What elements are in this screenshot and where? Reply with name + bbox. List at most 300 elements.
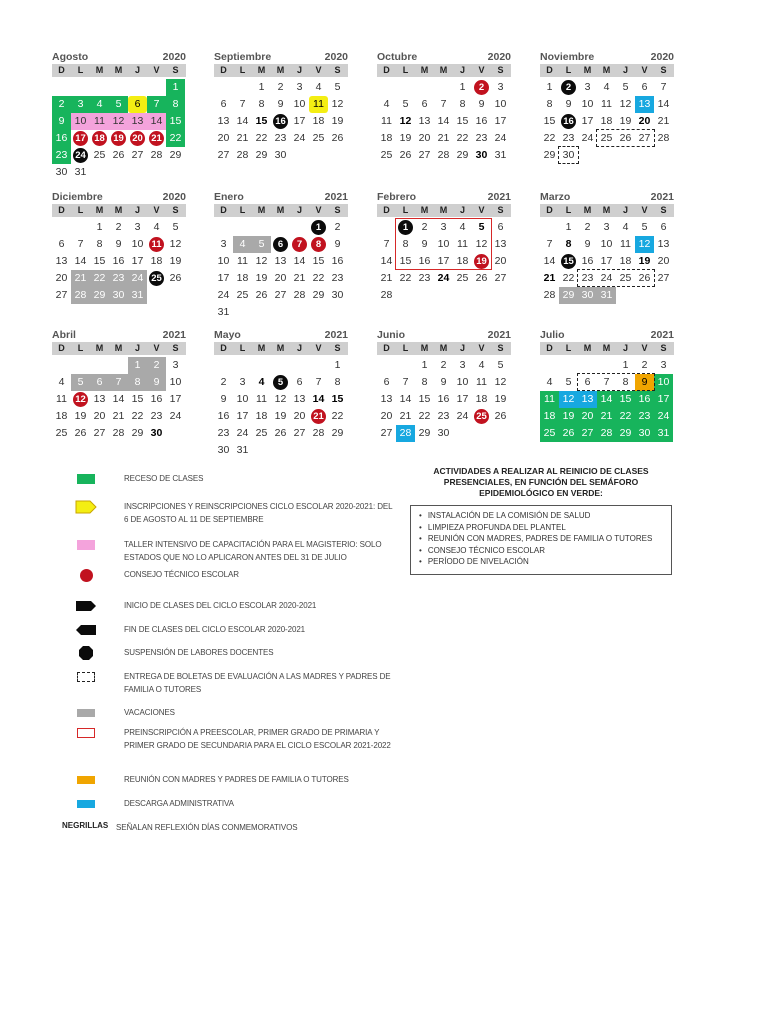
month-year: 2021 (487, 191, 511, 203)
day-cell: 12 (635, 236, 654, 253)
day-cell: 21 (236, 132, 249, 144)
day-cell: 4 (383, 98, 390, 110)
day-cell: 8 (622, 376, 629, 388)
month-header (540, 328, 674, 342)
day-cell: 10 (217, 255, 230, 267)
day-cell (559, 113, 578, 130)
day-cell: 30 (55, 166, 68, 178)
day-cell: 24 (169, 410, 182, 422)
black-octagon-icon (78, 645, 94, 661)
day-cell: 14 (147, 113, 166, 130)
day-cell: 13 (578, 391, 597, 408)
day-cell: 22 (399, 272, 412, 284)
day-cell: 8 (258, 98, 265, 110)
day-cell: 9 (147, 374, 166, 391)
weekday-label: D (58, 65, 65, 75)
day-cell: 17 (236, 410, 249, 422)
day-cell: 22 (255, 132, 268, 144)
suspension-marker: 16 (561, 114, 576, 129)
day-cell (290, 236, 309, 253)
day-cell: 23 (437, 410, 450, 422)
day-cell: 1 (334, 359, 341, 371)
day-cell: 6 (90, 374, 109, 391)
day-cell: 3 (660, 359, 667, 371)
day-cell: 1 (622, 359, 629, 371)
day-cell: 6 (421, 98, 428, 110)
legend-text: TALLER INTENSIVO DE CAPACITACIÓN PARA EL MAGISTERIO: SOLO ESTADOS QUE NO LO APLICARON ANTES DEL 31 DE JULIO (124, 540, 382, 562)
day-cell: 10 (600, 238, 613, 250)
council-marker: 19 (111, 131, 126, 146)
legend-text: FIN DE CLASES DEL CICLO ESCOLAR 2020-2021 (124, 625, 306, 634)
day-cell: 3 (440, 221, 447, 233)
month-name: Junio (377, 329, 405, 341)
month-julio (540, 328, 674, 460)
day-cell: 30 (635, 425, 654, 442)
day-cell: 8 (459, 98, 466, 110)
legend-text: INICIO DE CLASES DEL CICLO ESCOLAR 2020-2021 (124, 601, 317, 610)
day-cell: 18 (540, 408, 559, 425)
day-cell: 13 (93, 393, 106, 405)
day-cell: 27 (578, 425, 597, 442)
day-cell: 16 (418, 255, 431, 267)
month-name: Marzo (540, 191, 571, 203)
day-cell: 18 (55, 410, 68, 422)
day-cell: 22 (562, 272, 575, 284)
day-cell: 1 (128, 357, 147, 374)
day-cell: 18 (456, 255, 469, 267)
day-cell: 15 (543, 115, 556, 127)
day-cell (147, 270, 166, 287)
suspension-marker: 15 (561, 254, 576, 269)
council-marker: 19 (474, 254, 489, 269)
weekday-label: S (334, 205, 341, 215)
day-cell: 28 (236, 149, 249, 161)
day-cell (71, 391, 90, 408)
weekday-label: L (239, 65, 246, 75)
day-cell: 5 (641, 221, 648, 233)
day-cell: 29 (543, 149, 556, 161)
day-cell: 12 (109, 113, 128, 130)
day-cell: 2 (115, 221, 122, 233)
day-cell: 3 (220, 238, 227, 250)
weekday-label: J (622, 205, 628, 215)
day-cell (271, 236, 290, 253)
day-cell: 21 (437, 132, 450, 144)
weekday-label: L (402, 205, 409, 215)
day-cell: 25 (93, 149, 106, 161)
day-cell: 10 (71, 113, 90, 130)
weekday-label: V (315, 65, 322, 75)
day-cell: 24 (236, 427, 249, 439)
day-cell: 15 (418, 393, 431, 405)
month-header (214, 190, 348, 204)
weekday-label: V (641, 65, 648, 75)
day-cell: 8 (96, 238, 103, 250)
day-cell: 2 (334, 221, 341, 233)
weekday-label: M (420, 205, 429, 215)
weekday-label: S (334, 65, 341, 75)
day-cell: 28 (71, 287, 90, 304)
weekday-label: S (497, 343, 504, 353)
weekday-label: M (420, 343, 429, 353)
day-cell: 17 (581, 115, 594, 127)
day-cell: 15 (166, 113, 185, 130)
day-cell: 30 (274, 149, 287, 161)
weekday-label: S (660, 65, 667, 75)
day-cell: 5 (565, 376, 572, 388)
day-cell: 7 (440, 98, 447, 110)
day-cell: 21 (293, 272, 306, 284)
day-cell: 7 (546, 238, 553, 250)
day-cell: 20 (55, 272, 68, 284)
day-cell: 1 (166, 79, 185, 96)
day-cell: 20 (274, 272, 287, 284)
day-cell: 25 (540, 425, 559, 442)
weekday-label: D (383, 343, 390, 353)
day-cell: 30 (562, 149, 575, 161)
day-cell: 30 (217, 444, 230, 456)
day-cell: 4 (603, 81, 610, 93)
council-marker: 20 (130, 131, 145, 146)
weekday-header (377, 342, 511, 355)
day-cell: 12 (169, 238, 182, 250)
day-cell: 26 (494, 410, 507, 422)
day-cell: 24 (217, 289, 230, 301)
day-cell: 16 (112, 255, 125, 267)
day-cell: 11 (56, 393, 67, 405)
day-cell: 9 (478, 98, 485, 110)
day-cell: 22 (331, 410, 344, 422)
day-cell: 15 (456, 115, 469, 127)
day-cell: 5 (252, 236, 271, 253)
yellow-pentagon-icon (75, 500, 97, 514)
day-cell: 16 (437, 393, 450, 405)
day-cell: 9 (635, 374, 654, 391)
day-cell: 6 (296, 376, 303, 388)
weekday-label: V (153, 65, 160, 75)
day-cell: 16 (475, 115, 488, 127)
day-cell (147, 236, 166, 253)
day-cell: 15 (616, 391, 635, 408)
weekday-label: M (95, 205, 104, 215)
day-cell: 2 (641, 359, 648, 371)
weekday-label: J (459, 343, 465, 353)
day-cell: 20 (293, 410, 306, 422)
month-agosto (52, 50, 186, 182)
weekday-label: D (58, 205, 65, 215)
day-cell: 3 (71, 96, 90, 113)
day-cell: 23 (109, 270, 128, 287)
weekday-label: J (296, 65, 302, 75)
day-cell: 20 (418, 132, 431, 144)
day-cell: 30 (578, 287, 597, 304)
day-cell: 13 (293, 393, 306, 405)
day-cell: 27 (131, 149, 144, 161)
day-cell: 5 (334, 81, 341, 93)
day-cell: 2 (584, 221, 591, 233)
council-marker: 8 (311, 237, 326, 252)
legend-text: PREINSCRIPCIÓN A PREESCOLAR, PRIMER GRADO DE PRIMARIA Y PRIMER GRADO DE SECUNDARIA PARA EL CICLO ESCOLAR 2021-2022 (124, 728, 391, 750)
month-name: Mayo (214, 329, 241, 341)
day-cell: 14 (543, 255, 556, 267)
weekday-label: S (497, 65, 504, 75)
day-cell: 5 (109, 96, 128, 113)
day-cell: 19 (169, 255, 182, 267)
day-cell: 26 (112, 149, 125, 161)
day-cell: 27 (93, 427, 106, 439)
day-cell: 30 (331, 289, 344, 301)
day-cell: 4 (315, 81, 322, 93)
day-cell: 4 (58, 376, 65, 388)
day-cell: 8 (402, 238, 409, 250)
day-cell (309, 408, 328, 425)
day-cell: 14 (112, 393, 125, 405)
weekday-label: L (402, 65, 409, 75)
day-cell: 7 (77, 238, 84, 250)
day-cell: 26 (475, 272, 488, 284)
council-marker: 12 (73, 392, 88, 407)
day-cell: 25 (312, 132, 325, 144)
day-cell: 15 (131, 393, 144, 405)
day-cell: 11 (237, 255, 248, 267)
day-cell: 17 (437, 255, 450, 267)
weekday-header (540, 342, 674, 355)
legend-workshop (66, 538, 396, 564)
day-cell: 28 (597, 425, 616, 442)
day-cell: 11 (601, 98, 612, 110)
day-cell (271, 374, 290, 391)
day-cell: 2 (277, 81, 284, 93)
month-year: 2020 (162, 191, 186, 203)
weekday-label: J (134, 65, 140, 75)
day-cell: 27 (657, 272, 670, 284)
day-cell: 9 (52, 113, 71, 130)
day-cell: 28 (293, 289, 306, 301)
day-cell: 26 (399, 149, 412, 161)
day-cell: 6 (58, 238, 65, 250)
day-cell: 10 (236, 393, 249, 405)
day-cell: 8 (546, 98, 553, 110)
day-cell: 28 (657, 132, 670, 144)
legend-suspension (66, 646, 396, 660)
day-cell: 13 (418, 115, 431, 127)
legend-reports (66, 670, 396, 696)
day-cell: 31 (654, 425, 673, 442)
weekday-label: L (239, 343, 246, 353)
day-cell: 4 (233, 236, 252, 253)
day-cell: 26 (274, 427, 287, 439)
day-cell: 23 (562, 132, 575, 144)
weekday-label: M (602, 343, 611, 353)
day-cell: 3 (134, 221, 141, 233)
legend-text: ENTREGA DE BOLETAS DE EVALUACIÓN A LAS MADRES Y PADRES DE FAMILIA O TUTORES (124, 672, 391, 694)
day-cell: 7 (383, 238, 390, 250)
day-cell: 18 (380, 132, 393, 144)
weekday-label: V (641, 343, 648, 353)
legend-text: DESCARGA ADMINISTRATIVA (124, 799, 234, 808)
day-cell: 31 (217, 306, 230, 318)
day-cell (71, 147, 90, 164)
suspension-marker: 6 (273, 237, 288, 252)
day-cell: 15 (255, 115, 268, 127)
day-cell: 29 (331, 427, 344, 439)
day-cell: 1 (565, 221, 572, 233)
day-cell: 29 (418, 427, 431, 439)
day-cell: 30 (475, 149, 488, 161)
day-cell: 18 (475, 393, 488, 405)
day-cell: 12 (399, 115, 412, 127)
day-cell: 24 (581, 132, 594, 144)
weekday-label: L (77, 343, 84, 353)
weekday-label: L (77, 205, 84, 215)
day-cell: 12 (494, 376, 507, 388)
day-cell: 7 (109, 374, 128, 391)
weekday-label: L (565, 343, 572, 353)
weekday-label: D (220, 65, 227, 75)
day-cell: 20 (657, 255, 670, 267)
day-cell: 3 (296, 81, 303, 93)
day-cell: 28 (150, 149, 163, 161)
legend-council (66, 568, 396, 582)
weekday-label: D (546, 205, 553, 215)
suspension-marker: 24 (73, 148, 88, 163)
day-cell: 22 (418, 410, 431, 422)
day-cell: 14 (437, 115, 450, 127)
weekday-label: S (172, 343, 179, 353)
activities-panel (410, 466, 672, 575)
day-cell: 6 (220, 98, 227, 110)
day-cell (559, 253, 578, 270)
day-cell: 13 (380, 393, 393, 405)
day-cell: 8 (128, 374, 147, 391)
month-name: Agosto (52, 51, 89, 63)
legend-text: REUNIÓN CON MADRES Y PADRES DE FAMILIA O TUTORES (124, 775, 349, 784)
month-name: Diciembre (52, 191, 103, 203)
day-cell: 21 (112, 410, 125, 422)
day-cell: 13 (657, 238, 670, 250)
day-cell: 9 (277, 98, 284, 110)
legend-vacation (66, 706, 396, 720)
day-cell: 22 (616, 408, 635, 425)
red-outline-box-icon (77, 728, 95, 738)
day-cell: 27 (638, 132, 651, 144)
day-cell: 24 (456, 410, 469, 422)
day-cell: 17 (169, 393, 182, 405)
black-arrow-right-icon (75, 599, 97, 613)
day-cell: 27 (55, 289, 68, 301)
weekday-header (52, 342, 186, 355)
day-cell: 25 (380, 149, 393, 161)
green-swatch-icon (77, 474, 95, 484)
weekday-label: V (153, 343, 160, 353)
day-cell: 17 (217, 272, 230, 284)
day-cell: 19 (74, 410, 87, 422)
day-cell: 16 (52, 130, 71, 147)
council-marker: 21 (311, 409, 326, 424)
day-cell: 24 (600, 272, 613, 284)
day-cell: 17 (494, 115, 507, 127)
day-cell (472, 253, 491, 270)
activities-title: ACTIVIDADES A REALIZAR AL REINICIO DE CLASES PRESENCIALES, EN FUNCIÓN DEL SEMÁFORO EPIDEMIOLÓGICO EN VERDE: (433, 466, 649, 498)
day-cell: 13 (635, 96, 654, 113)
day-cell: 1 (421, 359, 428, 371)
council-marker: 2 (474, 80, 489, 95)
day-cell: 18 (600, 115, 613, 127)
day-cell: 29 (90, 287, 109, 304)
month-header (52, 328, 186, 342)
day-cell: 22 (166, 130, 185, 147)
day-cell: 16 (581, 255, 594, 267)
month-name: Julio (540, 329, 565, 341)
day-cell: 26 (638, 272, 651, 284)
month-header (377, 328, 511, 342)
month-year: 2020 (487, 51, 511, 63)
day-cell: 29 (616, 425, 635, 442)
weekday-label: D (220, 205, 227, 215)
day-cell: 25 (55, 427, 68, 439)
day-cell: 14 (657, 98, 670, 110)
day-cell: 2 (147, 357, 166, 374)
day-cell: 11 (381, 115, 392, 127)
day-cell: 27 (217, 149, 230, 161)
weekday-label: M (276, 65, 285, 75)
day-cell: 27 (494, 272, 507, 284)
day-cell: 4 (622, 221, 629, 233)
day-cell: 23 (475, 132, 488, 144)
weekday-label: M (602, 205, 611, 215)
day-cell: 17 (293, 115, 306, 127)
day-cell: 10 (169, 376, 182, 388)
weekday-label: J (459, 205, 465, 215)
day-cell (472, 79, 491, 96)
day-cell: 12 (475, 238, 488, 250)
month-header (377, 190, 511, 204)
day-cell: 3 (497, 81, 504, 93)
day-cell: 3 (603, 221, 610, 233)
council-marker: 7 (292, 237, 307, 252)
month-febrero (377, 190, 511, 322)
day-cell: 20 (217, 132, 230, 144)
day-cell: 26 (619, 132, 632, 144)
day-cell: 28 (380, 289, 393, 301)
legend-text: RECESO DE CLASES (124, 474, 204, 483)
weekday-label: M (114, 343, 123, 353)
day-cell: 12 (619, 98, 632, 110)
weekday-label: M (95, 65, 104, 75)
month-abril (52, 328, 186, 460)
day-cell: 20 (93, 410, 106, 422)
day-cell: 3 (584, 81, 591, 93)
weekday-label: J (296, 205, 302, 215)
day-cell: 23 (150, 410, 163, 422)
weekday-header (540, 64, 674, 77)
weekday-header (52, 64, 186, 77)
day-cell: 6 (383, 376, 390, 388)
weekday-label: M (276, 343, 285, 353)
day-cell: 30 (109, 287, 128, 304)
month-octubre (377, 50, 511, 182)
activity-item: • REUNIÓN CON MADRES, PADRES DE FAMILIA O TUTORES (419, 533, 663, 545)
day-cell: 12 (559, 391, 578, 408)
suspension-marker: 5 (273, 375, 288, 390)
weekday-header (214, 64, 348, 77)
legend-recess (66, 472, 396, 486)
weekday-label: J (622, 343, 628, 353)
day-cell: 22 (312, 272, 325, 284)
month-name: Septiembre (214, 51, 272, 63)
day-cell: 16 (635, 391, 654, 408)
weekday-label: V (153, 205, 160, 215)
